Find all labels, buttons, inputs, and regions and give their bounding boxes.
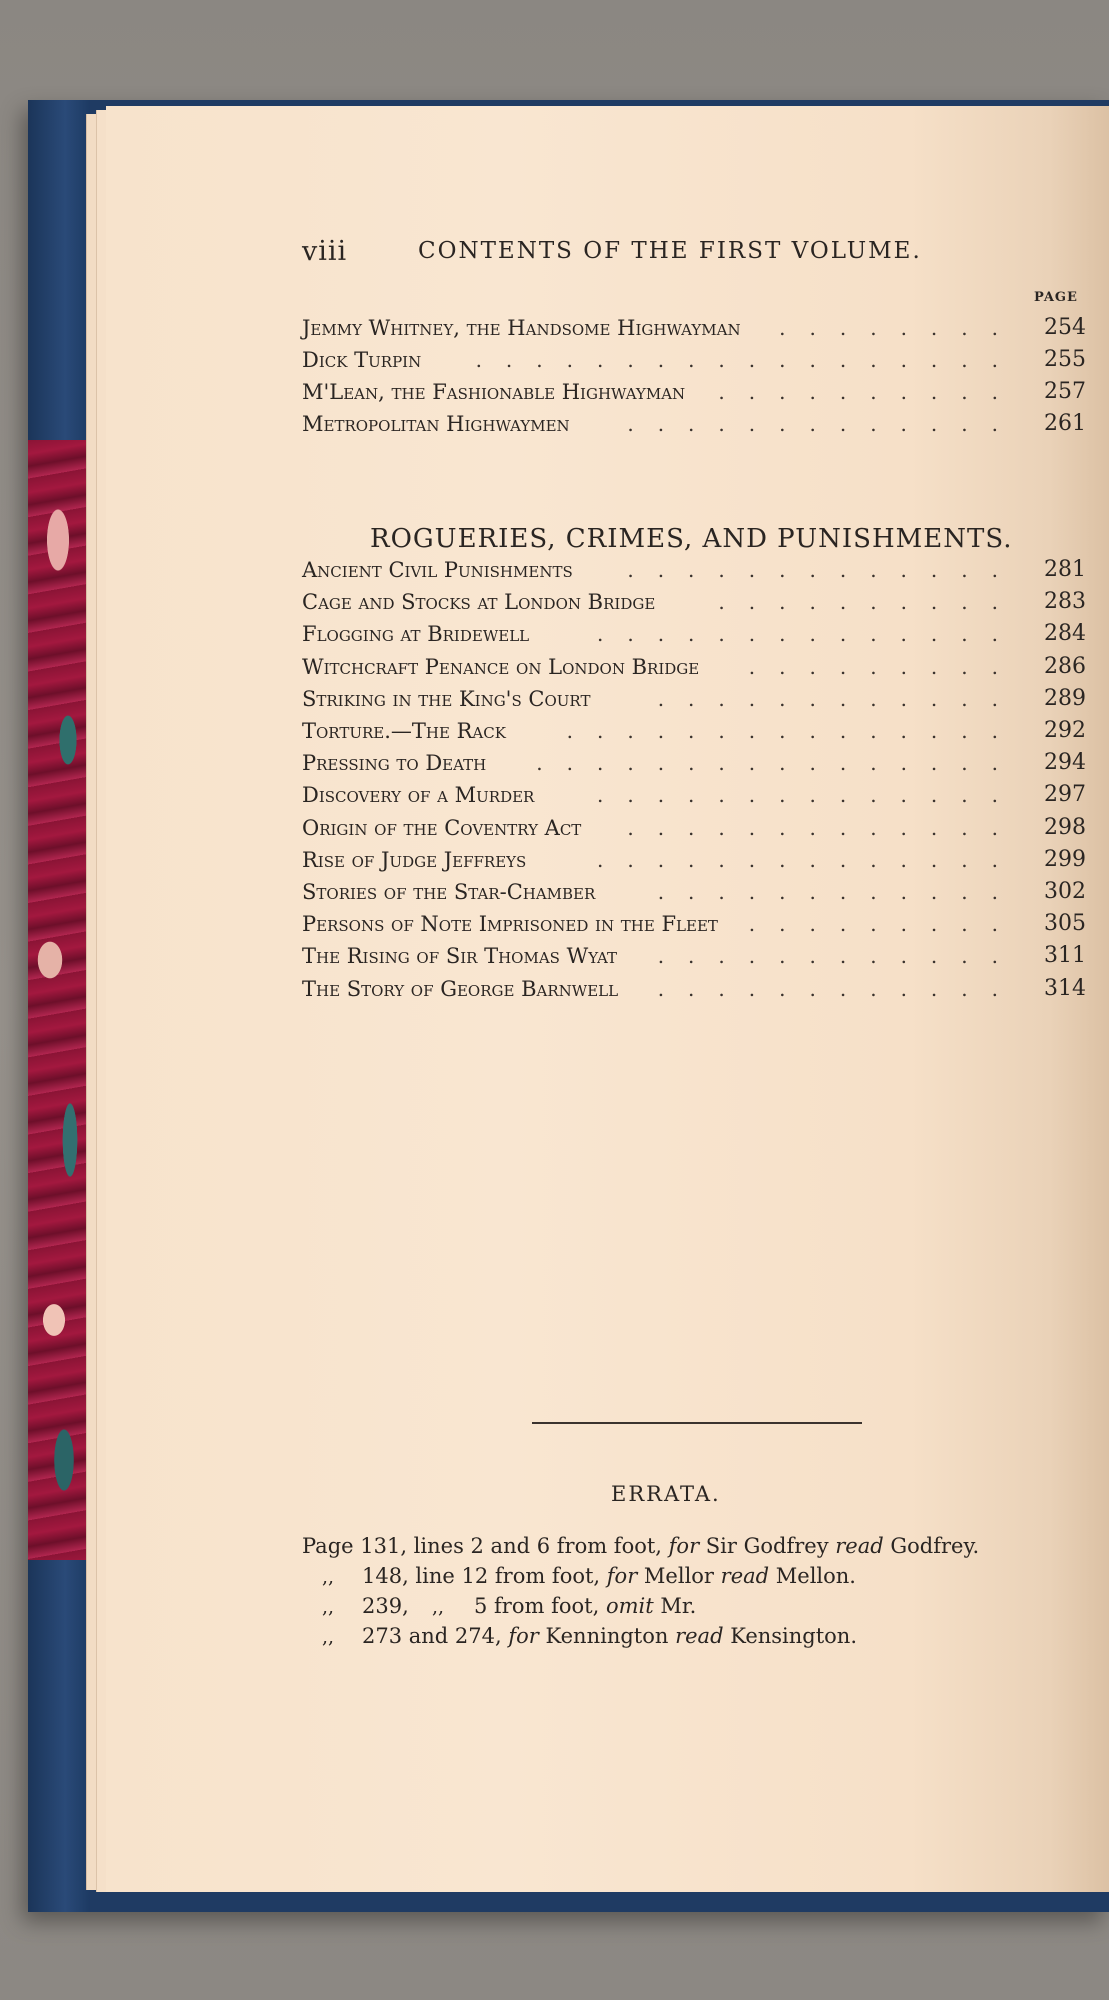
errata-text: 148, line 12 from foot, bbox=[362, 1564, 607, 1588]
errata-for: for bbox=[508, 1624, 539, 1648]
toc-entry-page: 299 bbox=[1044, 846, 1086, 872]
errata-text: Page 131, lines 2 and 6 from foot, bbox=[302, 1534, 669, 1558]
toc-entry bbox=[302, 748, 1086, 778]
toc-entry-page: 283 bbox=[1044, 589, 1086, 615]
dot-leader: ............... bbox=[566, 719, 1022, 743]
toc-entry bbox=[302, 345, 1086, 375]
toc-entry bbox=[302, 555, 1086, 585]
toc-entry bbox=[302, 845, 1086, 875]
cover-binding-bottom bbox=[28, 1560, 90, 1912]
errata-text: 273 and 274, bbox=[362, 1624, 509, 1648]
toc-entry bbox=[302, 941, 1086, 971]
running-title: CONTENTS OF THE FIRST VOLUME. bbox=[418, 238, 922, 264]
errata-read: read bbox=[675, 1624, 724, 1648]
toc-entry bbox=[302, 377, 1086, 407]
toc-entry bbox=[302, 780, 1086, 810]
errata-read: read bbox=[835, 1534, 884, 1558]
toc-entry-page: 298 bbox=[1044, 814, 1086, 840]
page-header bbox=[302, 236, 1062, 276]
toc-entry bbox=[302, 619, 1086, 649]
toc-entry-title: Rise of Judge Jeffreys bbox=[302, 847, 527, 872]
toc-entry bbox=[302, 974, 1086, 1004]
toc-entry bbox=[302, 877, 1086, 907]
dot-leader: .................. bbox=[475, 348, 1022, 372]
toc-entry-title: Jemmy Whitney, the Handsome Highwayman bbox=[302, 316, 741, 340]
dot-leader: .......... bbox=[718, 380, 1022, 404]
dot-leader: ......... bbox=[748, 654, 1022, 679]
dot-leader: .............. bbox=[596, 847, 1022, 872]
toc-entry bbox=[302, 652, 1086, 682]
toc-entry-title: Stories of the Star-Chamber bbox=[302, 880, 596, 904]
toc-entry-page: 292 bbox=[1044, 718, 1086, 743]
toc-entry-page: 254 bbox=[1044, 315, 1086, 340]
dot-leader: ............. bbox=[627, 815, 1022, 840]
toc-entry-page: 294 bbox=[1044, 750, 1086, 776]
errata-text: 5 from foot, bbox=[474, 1594, 606, 1618]
errata-heading: ERRATA. bbox=[611, 1482, 721, 1506]
toc-entry-page: 297 bbox=[1044, 782, 1086, 808]
dot-leader: .............. bbox=[596, 622, 1022, 647]
toc-entry bbox=[302, 684, 1086, 714]
dot-leader: ............ bbox=[657, 880, 1022, 904]
toc-entry-title: Striking in the King's Court bbox=[302, 686, 591, 711]
toc-entry-page: 305 bbox=[1044, 911, 1086, 937]
ditto-mark: ,, bbox=[322, 1566, 335, 1588]
errata-right: Godfrey. bbox=[883, 1534, 980, 1558]
errata-for: for bbox=[606, 1564, 638, 1588]
dot-leader: ............. bbox=[627, 558, 1022, 582]
toc-entry bbox=[302, 587, 1086, 617]
toc-entry-title: Discovery of a Murder bbox=[302, 783, 535, 808]
toc-entry-page: 314 bbox=[1044, 975, 1086, 1001]
dot-leader: ............ bbox=[657, 686, 1022, 711]
toc-entry-page: 286 bbox=[1044, 653, 1086, 679]
toc-entry-title: Ancient Civil Punishments bbox=[302, 558, 573, 582]
toc-entry-page: 257 bbox=[1044, 379, 1086, 404]
dot-leader: ........ bbox=[779, 316, 1022, 340]
ditto-mark: ,, bbox=[322, 1596, 335, 1618]
errata-wrong: Sir Godfrey bbox=[699, 1534, 836, 1558]
errata-text: 239, bbox=[362, 1594, 409, 1618]
toc-entry-title: Dick Turpin bbox=[302, 348, 422, 372]
toc-entry-title: The Rising of Sir Thomas Wyat bbox=[302, 944, 617, 969]
toc-entry-title: M'Lean, the Fashionable Highwayman bbox=[302, 380, 686, 404]
toc-entry-page: 255 bbox=[1044, 347, 1086, 372]
ditto-mark: ,, bbox=[432, 1596, 445, 1618]
toc-entry-title: Torture.—The Rack bbox=[302, 719, 506, 743]
errata-line-2 bbox=[362, 1562, 856, 1590]
dot-leader: .......... bbox=[718, 590, 1022, 615]
errata-line-3 bbox=[362, 1592, 409, 1620]
horizontal-rule bbox=[532, 1422, 862, 1424]
folio-number: viii bbox=[302, 236, 348, 267]
errata-line-4 bbox=[362, 1622, 857, 1650]
ditto-mark: ,, bbox=[322, 1626, 335, 1648]
errata-omit: omit bbox=[605, 1594, 654, 1618]
toc-entry-title: The Story of George Barnwell bbox=[302, 976, 619, 1001]
dot-leader: ............ bbox=[657, 944, 1022, 969]
dot-leader: ............ bbox=[657, 976, 1022, 1001]
toc-entry bbox=[302, 313, 1086, 343]
errata-right: Mr. bbox=[653, 1594, 697, 1618]
toc-entry-page: 311 bbox=[1044, 943, 1086, 969]
toc-entry-title: Persons of Note Imprisoned in the Fleet bbox=[302, 912, 718, 937]
cover-binding-top bbox=[28, 100, 90, 440]
toc-entry-page: 261 bbox=[1044, 411, 1086, 436]
page-column-label: PAGE bbox=[1034, 290, 1078, 305]
dot-leader: .............. bbox=[596, 783, 1022, 808]
toc-entry-title: Witchcraft Penance on London Bridge bbox=[302, 654, 700, 679]
toc-entry bbox=[302, 813, 1086, 843]
section-heading: ROGUERIES, CRIMES, AND PUNISHMENTS. bbox=[370, 524, 1013, 554]
errata-for: for bbox=[668, 1534, 700, 1558]
dot-leader: ......... bbox=[748, 912, 1022, 937]
marbled-endpaper bbox=[28, 440, 90, 1560]
book-page bbox=[106, 106, 1109, 1892]
toc-entry bbox=[302, 409, 1086, 439]
toc-entry-page: 284 bbox=[1044, 621, 1086, 647]
dot-leader: ............. bbox=[627, 412, 1022, 436]
errata-line-3-rest bbox=[474, 1592, 696, 1620]
errata-right: Kensington. bbox=[723, 1624, 858, 1648]
errata-wrong: Kennington bbox=[538, 1624, 676, 1648]
toc-entry bbox=[302, 716, 1086, 746]
toc-entry-title: Cage and Stocks at London Bridge bbox=[302, 590, 656, 615]
errata-line-1 bbox=[302, 1532, 979, 1560]
toc-entry-page: 289 bbox=[1044, 685, 1086, 711]
toc-entry-title: Pressing to Death bbox=[302, 751, 487, 776]
toc-entry-title: Flogging at Bridewell bbox=[302, 622, 530, 647]
errata-wrong: Mellor bbox=[637, 1564, 721, 1588]
errata-read: read bbox=[720, 1564, 770, 1588]
toc-entry-page: 302 bbox=[1044, 879, 1086, 904]
toc-entry-title: Metropolitan Highwaymen bbox=[302, 412, 570, 436]
toc-entry-title: Origin of the Coventry Act bbox=[302, 815, 582, 840]
dot-leader: ................ bbox=[536, 751, 1022, 776]
errata-right: Mellon. bbox=[769, 1564, 856, 1588]
toc-entry bbox=[302, 909, 1086, 939]
toc-entry-page: 281 bbox=[1044, 557, 1086, 582]
